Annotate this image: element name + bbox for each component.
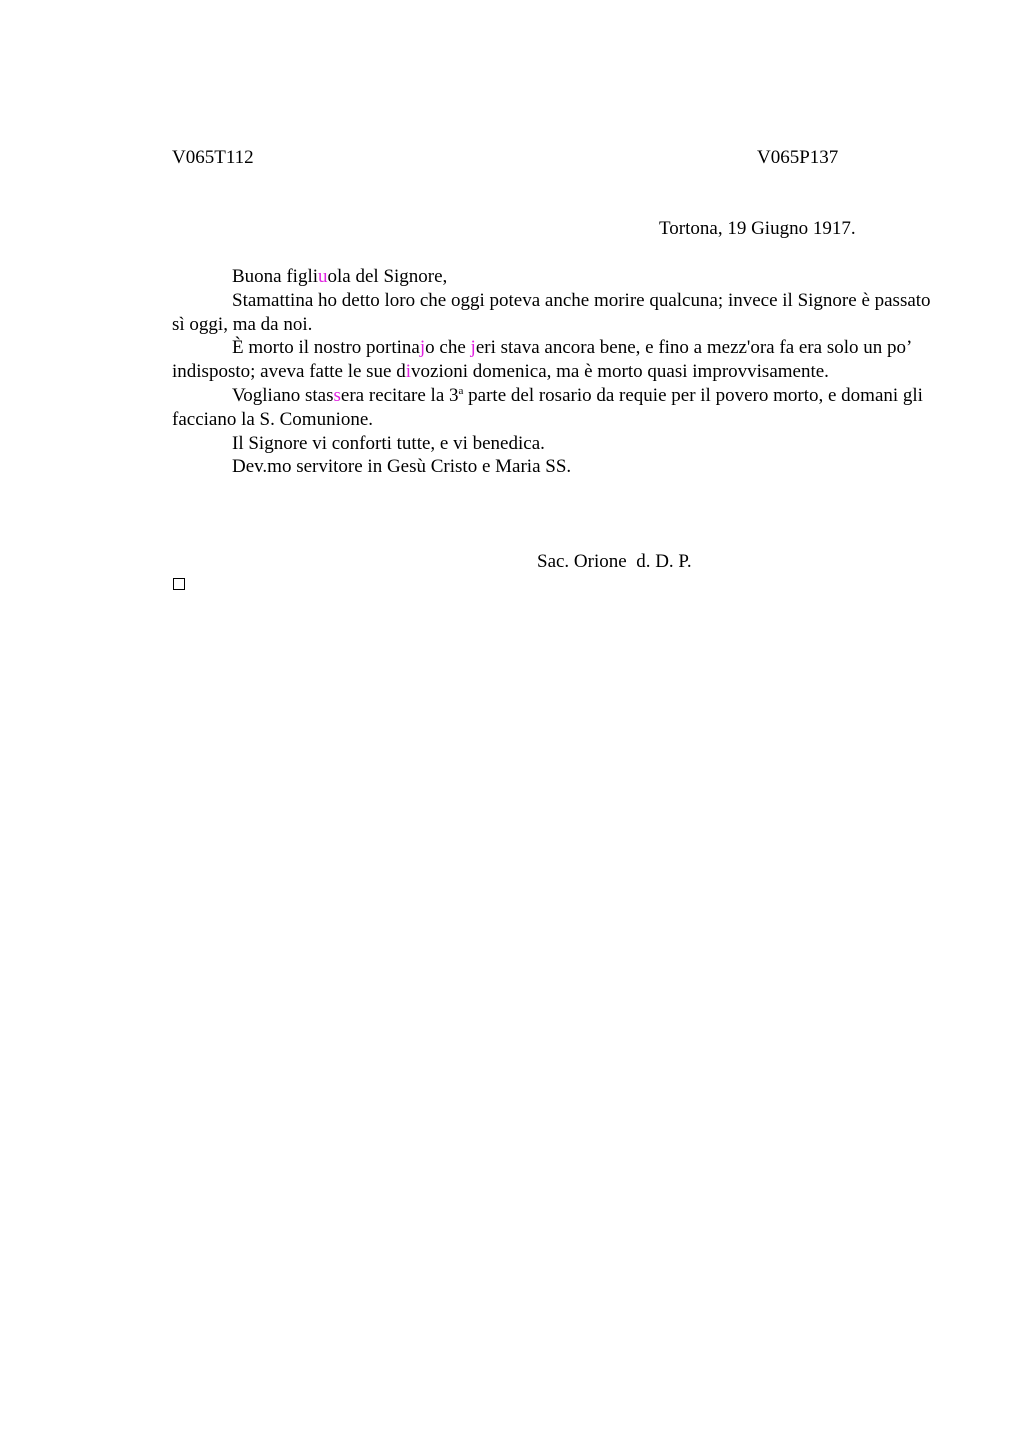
paragraph-1: Stamattina ho detto loro che oggi poteva anche morire qualcuna; invece il Signore è passato sì oggi, ma da noi. (172, 289, 931, 335)
paragraph-2 (172, 336, 932, 384)
paragraph-text: parte del rosario da requie per il povero morto, e domani gli facciano la S. Comunione. (172, 384, 923, 430)
highlighted-letter: u (318, 266, 328, 287)
salutation-text: Buona figli (232, 266, 319, 287)
dateline: Tortona, 19 Giugno 1917. (659, 218, 856, 239)
highlighted-letter: i (405, 361, 412, 383)
paragraph-text: eri stava ancora bene, e fino a mezz'ora fa era solo un po’ indisposto; aveva fatte le sue d (172, 337, 911, 383)
closing-line: Dev.mo servitore in Gesù Cristo e Maria SS. (232, 456, 572, 478)
paragraph-text: È morto il nostro portina (232, 337, 420, 359)
letter-body (172, 265, 932, 479)
highlighted-letter: j (419, 337, 426, 359)
signature: Sac. Orione d. D. P. (537, 551, 692, 572)
paragraph-4: Il Signore vi conforti tutte, e vi benedica. (232, 432, 545, 454)
square-outline-icon (173, 578, 185, 590)
paragraph-text: vozioni domenica, ma è morto quasi improvvisamente. (411, 361, 829, 383)
superscript-ordinal: a (458, 384, 464, 397)
salutation (172, 265, 932, 289)
highlighted-letter: j (470, 337, 476, 359)
salutation-text: ola del Signore, (327, 266, 448, 287)
paragraph-text: era recitare la 3 (340, 384, 459, 406)
document-code-left: V065T112 (172, 147, 254, 168)
paragraph-text: o che (425, 337, 471, 359)
highlighted-letter: s (333, 384, 341, 406)
paragraph-text: Vogliano stas (232, 384, 334, 406)
paragraph-3 (172, 384, 932, 432)
document-code-right: V065P137 (757, 147, 839, 168)
